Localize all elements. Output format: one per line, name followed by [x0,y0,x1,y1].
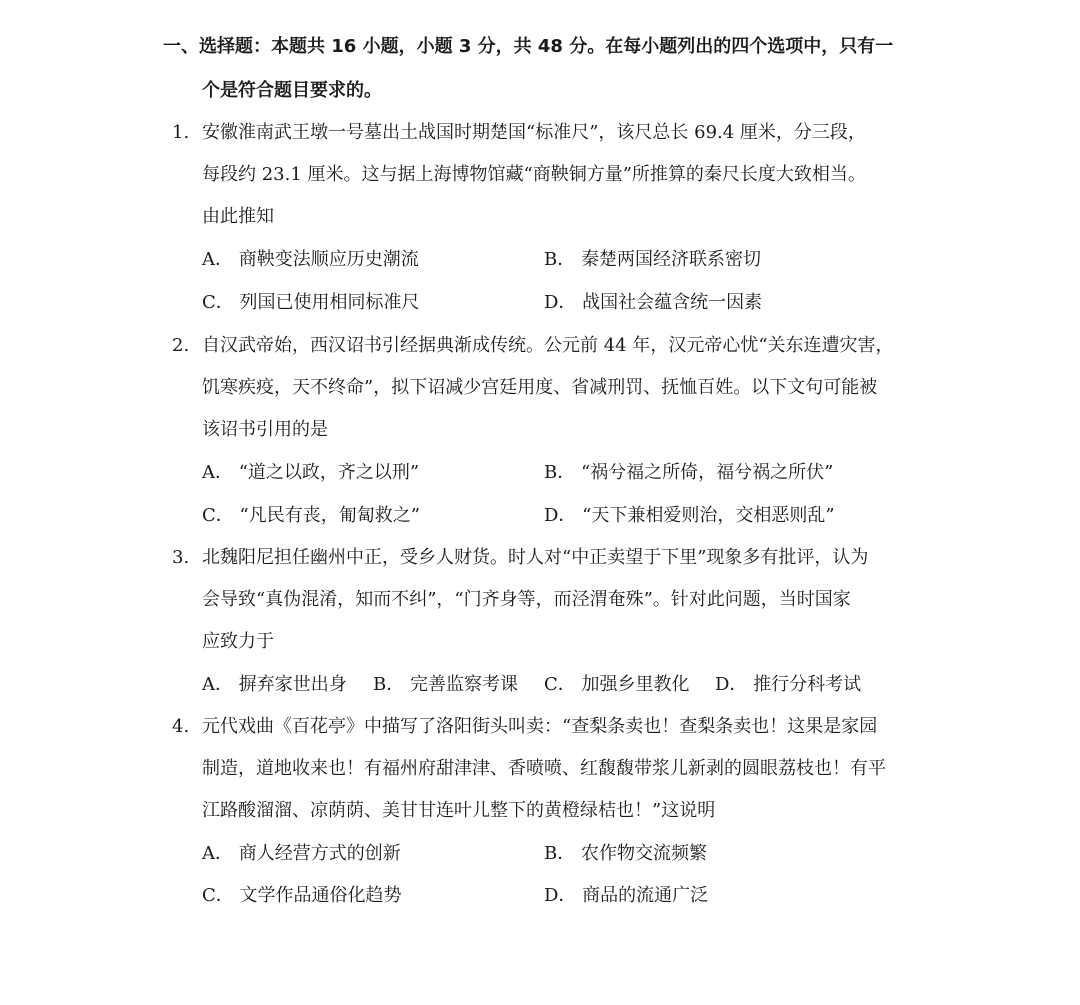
question-text-line: 江路酸溜溜、凉荫荫、美甘甘连叶儿整下的黄橙绿桔也！”这说明 [202,800,716,821]
question-number: 2. [172,335,190,356]
question-text-line: 会导致“真伪混淆，知而不纠”，“门齐身等，而泾渭奄殊”。针对此问题，当时国家 [202,589,851,610]
question-text-line: 自汉武帝始，西汉诏书引经据典渐成传统。公元前 44 年，汉元帝心忧“关东连遭灾害， [202,335,894,356]
section-heading-line-2: 个是符合题目要求的。 [202,80,382,101]
option-a: A． 商鞅变法顺应历史潮流 [202,249,419,270]
question-text-line: 北魏阳尼担任幽州中正，受乡人财货。时人对“中正卖望于下里”现象多有批评，认为 [202,547,869,568]
question-number: 1. [172,122,190,143]
question-text-line: 该诏书引用的是 [202,419,328,440]
option-a: A． 商人经营方式的创新 [202,843,401,864]
question-text-line: 元代戏曲《百花亭》中描写了洛阳街头叫卖：“查梨条卖也！查梨条卖也！这果是家园 [202,716,878,737]
question-text-line: 饥寒疾疫，天不终命”，拟下诏减少宫廷用度、省减刑罚、抚恤百姓。以下文句可能被 [202,377,878,398]
question-text-line: 每段约 23.1 厘米。这与据上海博物馆藏“商鞅铜方量”所推算的秦尺长度大致相当。 [202,164,866,185]
section-heading-line-1: 一、选择题：本题共 16 小题，小题 3 分，共 48 分。在每小题列出的四个选项中，只有一 [163,36,894,57]
option-d: D． 商品的流通广泛 [544,885,709,906]
option-d: D． “天下兼相爱则治，交相恶则乱” [544,505,835,526]
option-b: B． 完善监察考课 [373,674,518,695]
option-d: D． 战国社会蕴含统一因素 [544,292,763,313]
option-c: C． 加强乡里教化 [544,674,690,695]
option-d: D． 推行分科考试 [715,674,862,695]
option-c: C． 文学作品通俗化趋势 [202,885,402,906]
question-text-line: 安徽淮南武王墩一号墓出土战国时期楚国“标准尺”，该尺总长 69.4 厘米，分三段， [202,122,866,143]
option-b: B． “祸兮福之所倚，福兮祸之所伏” [544,462,834,483]
question-text-line: 应致力于 [202,631,274,652]
option-c: C． 列国已使用相同标准尺 [202,292,420,313]
question-number: 4. [172,716,190,737]
option-b: B． 农作物交流频繁 [544,843,707,864]
option-a: A． “道之以政，齐之以刑” [202,462,420,483]
option-c: C． “凡民有丧，匍匐救之” [202,505,420,526]
question-number: 3. [172,547,190,568]
question-text-line: 制造，道地收来也！有福州府甜津津、香喷喷、红馥馥带浆儿新剥的圆眼荔枝也！有平 [202,758,886,779]
option-b: B． 秦楚两国经济联系密切 [544,249,761,270]
question-text-line: 由此推知 [202,206,274,227]
option-a: A． 摒弃家世出身 [202,674,347,695]
